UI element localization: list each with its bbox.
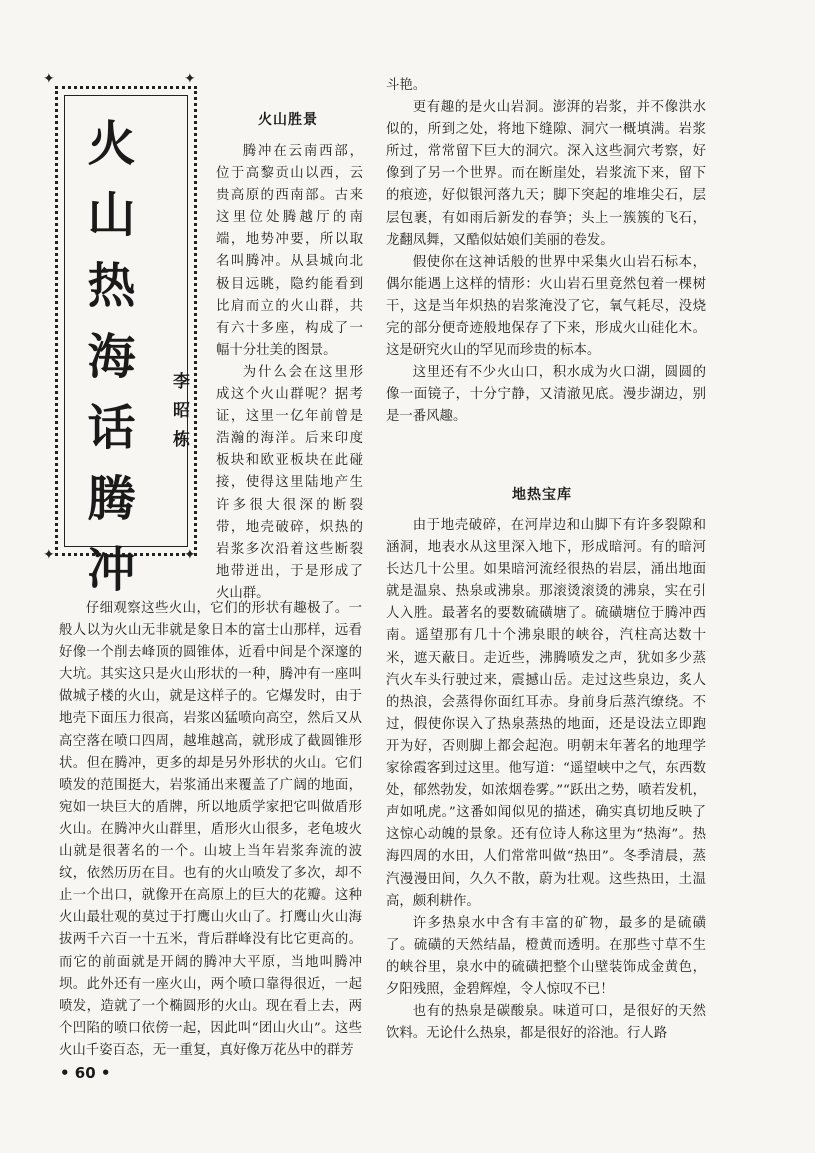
paragraph: 也有的热泉是碳酸泉。味道可口，是很好的天然饮料。无论什么热泉，都是很好的浴池。行人路 [386, 1004, 706, 1042]
section-heading-geothermal: 地热宝库 [512, 487, 572, 503]
article-title: 火山热海话腾冲 [79, 118, 135, 615]
paragraph: 斗艳。 [386, 78, 427, 93]
paragraph: 腾冲在云南西部，位于高黎贡山以西，云贵高原的西南部。古来这里位处腾越厅的南端，地势冲要，所以取名叫腾冲。从县城向北极目远眺，隐约能看到比肩而立的火山群，共有六十多座，构成了一幅十分壮美的图景。 [216, 144, 363, 358]
corner-ornament-icon: ✦ [184, 547, 196, 563]
paragraph: 许多热泉水中含有丰富的矿物，最多的是硫磺了。硫磺的天然结晶，橙黄而透明。在那些寸草不生的峡谷里，泉水中的硫磺把整个山壁装饰成金黄色，夕阳残照，金碧辉煌，令人惊叹不已！ [386, 915, 706, 997]
paragraph: 由于地壳破碎，在河岸边和山脚下有许多裂隙和涵洞，地表水从这里深入地下，形成暗河。有的暗河长达几十公里。如果暗河流经很热的岩层，涌出地面就是温泉、热泉或沸泉。那滚烫滚烫的沸泉，实在引人入胜。最著名的要数硫磺塘了。硫磺塘位于腾冲西南。遥望那有几十个沸泉眼的峡谷，汽柱高达数十米，遮天蔽日。走近些，沸腾喷发之声，犹如多少蒸汽火车头行驶过来，震撼山岳。走过这些泉边，炙人的热浪，会蒸得你面红耳赤。身前身后蒸汽缭绕。不过，假使你误入了热泉蒸热的地面，还是设法立即跑开为好，否则脚上都会起泡。明朝末年著名的地理学家徐霞客到过这里。他写道：“遥望峡中之气，东西数处，郁然勃发，如浓烟卷雾。”“跃出之势，喷若发机，声如吼虎。”这番如闻似见的描述，确实真切地反映了这惊心动魄的景象。还有位诗人称这里为“热海”。热海四周的水田，人们常常叫做“热田”。冬季清晨，蒸汽漫漫田间，久久不散，蔚为壮观。这些热田，土温高，颇利耕作。 [386, 518, 706, 909]
left-bottom-column [59, 598, 362, 1062]
paragraph: 为什么会在这里形成这个火山群呢？据考证，这里一亿年前曾是浩瀚的海洋。后来印度板块和欧亚板块在此碰接，使得这里陆地产生许多很大很深的断裂带，地壳破碎，炽热的岩浆多次沿着这些断裂地带迸出，于是形成了火山群。 [216, 364, 363, 601]
paragraph: 这里还有不少火山口，积水成为火口湖，圆圆的像一面镜子，十分宁静，又清澈见底。漫步湖边，别是一番风趣。 [386, 365, 706, 425]
article-author: 李昭栋 [169, 372, 189, 459]
left-top-column [216, 141, 363, 605]
paragraph: 更有趣的是火山岩洞。澎湃的岩浆，并不像洪水似的，所到之处，将地下缝隙、洞穴一概填满。岩浆所过，常常留下巨大的洞穴。深入这些洞穴考察，好像到了另一个世界。而在断崖处，岩浆流下来，留下的痕迹，好似银河落九天；脚下突起的堆堆尖石，层层包裹，有如雨后新发的春笋；头上一簇簇的飞石，龙翻凤舞，又酷似姑娘们美丽的卷发。 [386, 100, 706, 248]
corner-ornament-icon: ✦ [43, 71, 55, 87]
corner-ornament-icon: ✦ [43, 547, 55, 563]
paragraph: 仔细观察这些火山，它们的形状有趣极了。一般人以为火山无非就是象日本的富士山那样，远看好像一个削去峰顶的圆锥体，近看中间是个深邃的大坑。其实这只是火山形状的一种，腾冲有一座叫做城子楼的火山，就是这样子的。它爆发时，由于地壳下面压力很高，岩浆凶猛喷向高空，然后又从高空落在喷口四周，越堆越高，就形成了截圆锥形状。但在腾冲，更多的却是另外形状的火山。它们喷发的范围挺大，岩浆涌出来覆盖了广阔的地面，宛如一块巨大的盾牌，所以地质学家把它叫做盾形火山。在腾冲火山群里，盾形火山很多，老龟坡火山就是很著名的一个。山坡上当年岩浆奔流的波纹，依然历历在目。也有的火山喷发了多次，却不止一个出口，就像开在高原上的巨大的花瓣。这种火山最壮观的莫过于打鹰山火山了。打鹰山火山海拔两千六百一十五米，背后群峰没有比它更高的。而它的前面就是开阔的腾冲大平原，当地叫腾冲坝。此外还有一座火山，两个喷口靠得很近，一起喷发，造就了一个椭圆形的火山。现在看上去，两个凹陷的喷口依傍一起，因此叫“团山火山”。这些火山千姿百态，无一重复，真好像万花丛中的群芳 [59, 601, 362, 1058]
paragraph: 假使你在这神话般的世界中采集火山岩石标本，偶尔能遇上这样的情形：火山岩石里竟然包着一棵树干，这是当年炽热的岩浆淹没了它，氧气耗尽，没烧完的部分便奇迹般地保存了下来，形成火山硅化木。这是研究火山的罕见而珍贵的标本。 [386, 254, 706, 359]
right-top-column [386, 75, 706, 429]
page-number: • 60 • [60, 1064, 111, 1082]
section-heading-volcano: 火山胜景 [258, 112, 318, 128]
corner-ornament-icon: ✦ [184, 71, 196, 87]
right-bottom-column [386, 515, 706, 1045]
